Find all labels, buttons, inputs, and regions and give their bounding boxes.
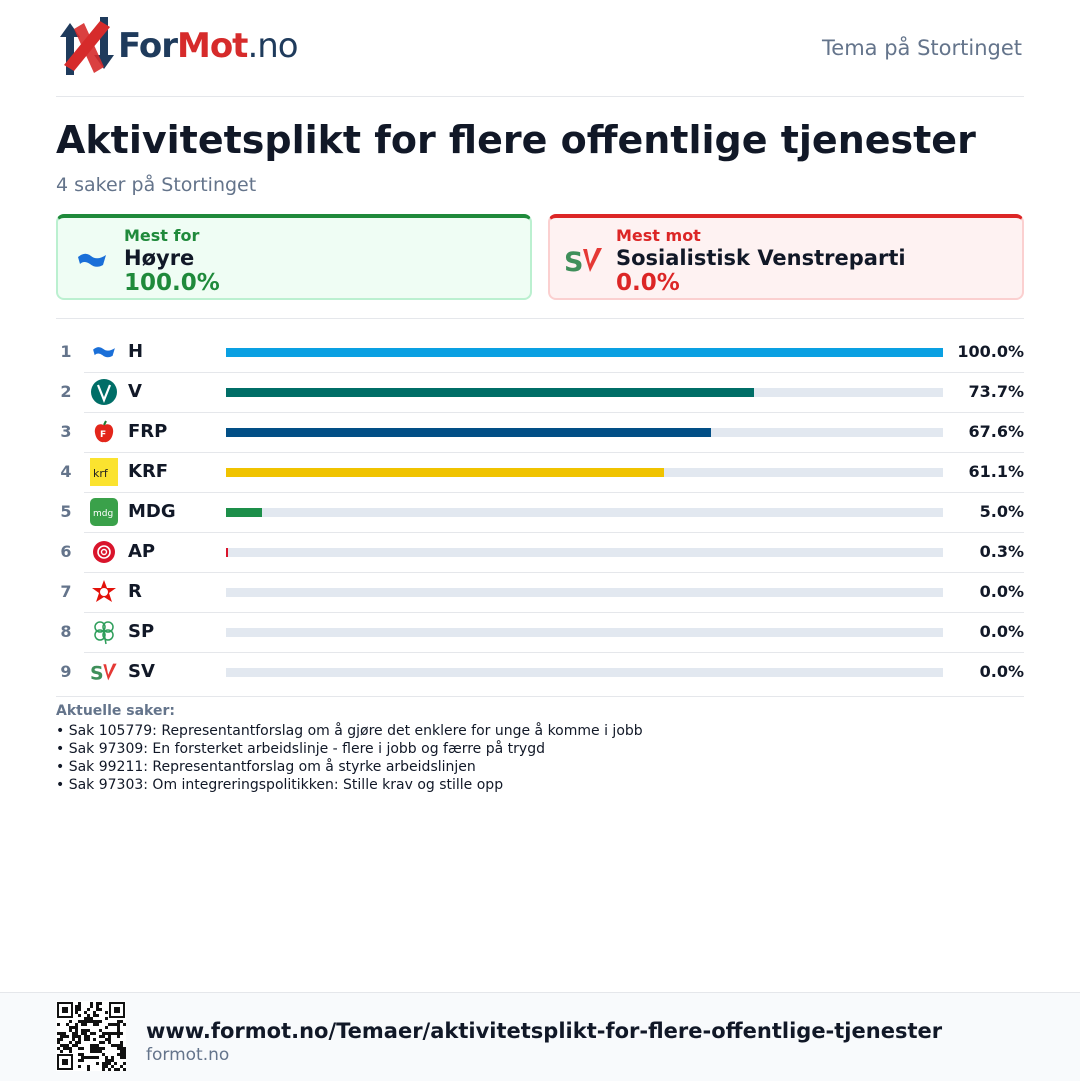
svg-text:S: S — [90, 662, 104, 683]
support-bar-fill — [226, 388, 754, 397]
venstre-logo-icon — [90, 378, 118, 406]
support-value: 67.6% — [968, 422, 1024, 441]
formot-logo[interactable] — [60, 10, 298, 82]
page-title: Aktivitetsplikt for flere offentlige tjenester — [56, 118, 976, 162]
support-value: 73.7% — [968, 382, 1024, 401]
support-bar-fill — [226, 348, 943, 357]
page — [56, 0, 1024, 793]
support-value: 5.0% — [979, 502, 1024, 521]
most-for-label: Mest for — [124, 226, 200, 245]
svg-text:F: F — [100, 430, 107, 440]
support-bar-track — [226, 468, 943, 477]
page-subtitle: 4 saker på Stortinget — [56, 174, 257, 196]
svg-text:krf: krf — [93, 467, 108, 480]
rank-number: 1 — [60, 342, 72, 361]
party-abbreviation: KRF — [128, 461, 169, 482]
party-row[interactable] — [56, 332, 1024, 372]
logo-part-mot: Mot — [176, 26, 248, 66]
party-abbreviation: SP — [128, 621, 155, 642]
party-row[interactable] — [56, 572, 1024, 612]
ap-logo-icon — [90, 538, 118, 566]
support-bar-track — [226, 588, 943, 597]
rank-number: 8 — [60, 622, 72, 641]
sv-logo-icon — [564, 242, 604, 278]
footer — [0, 992, 1080, 1081]
cases-heading: Aktuelle saker: — [56, 703, 175, 719]
rank-number: 4 — [60, 462, 72, 481]
party-abbreviation: MDG — [128, 501, 176, 522]
formot-arrows-icon — [60, 15, 114, 77]
support-value: 61.1% — [968, 462, 1024, 481]
support-bar-track — [226, 428, 943, 437]
rank-number: 2 — [60, 382, 72, 401]
frp-logo-icon — [90, 418, 118, 446]
footer-site[interactable]: formot.no — [146, 1045, 230, 1065]
sv-logo-icon — [90, 658, 118, 686]
party-abbreviation: R — [128, 581, 142, 602]
party-row[interactable] — [56, 452, 1024, 492]
logo-part-for: For — [118, 26, 177, 66]
most-against-label: Mest mot — [616, 226, 701, 245]
rodt-logo-icon — [90, 578, 118, 606]
hoyre-logo-icon — [72, 242, 112, 278]
party-row[interactable] — [56, 372, 1024, 412]
logo-part-tld: .no — [247, 26, 298, 66]
case-item[interactable]: • Sak 105779: Representantforslag om å gjøre det enklere for unge å komme i jobb — [56, 723, 643, 739]
support-bar-fill — [226, 428, 711, 437]
support-value: 0.0% — [979, 622, 1024, 641]
party-row[interactable] — [56, 612, 1024, 652]
party-abbreviation: SV — [128, 661, 155, 682]
rank-number: 6 — [60, 542, 72, 561]
support-value: 0.0% — [979, 582, 1024, 601]
party-abbreviation: FRP — [128, 421, 168, 442]
hoyre-logo-icon — [90, 338, 118, 366]
divider — [56, 696, 1024, 697]
rank-number: 9 — [60, 662, 72, 681]
support-bar-fill — [226, 468, 664, 477]
svg-text:S: S — [564, 247, 584, 275]
support-bar-track — [226, 388, 943, 397]
party-abbreviation: V — [128, 381, 142, 402]
case-item[interactable]: • Sak 97303: Om integreringspolitikken: Stille krav og stille opp — [56, 777, 504, 793]
footer-url[interactable]: www.formot.no/Temaer/aktivitetsplikt-for-flere-offentlige-tjenester — [146, 1019, 943, 1043]
party-row[interactable] — [56, 532, 1024, 572]
support-value: 0.3% — [979, 542, 1024, 561]
party-ranking-list — [56, 332, 1024, 692]
svg-text:mdg: mdg — [93, 509, 114, 519]
qr-code-icon[interactable] — [56, 1001, 126, 1071]
logo-wordmark — [118, 26, 298, 66]
most-for-value: 100.0% — [124, 270, 220, 296]
rank-number: 3 — [60, 422, 72, 441]
party-row[interactable] — [56, 492, 1024, 532]
most-for-party: Høyre — [124, 246, 195, 270]
support-bar-track — [226, 348, 943, 357]
case-item[interactable]: • Sak 99211: Representantforslag om å styrke arbeidslinjen — [56, 759, 476, 775]
support-bar-track — [226, 508, 943, 517]
current-cases — [56, 702, 643, 794]
most-for-card — [56, 214, 532, 300]
support-bar-fill — [226, 508, 262, 517]
most-against-value: 0.0% — [616, 270, 680, 296]
case-item[interactable]: • Sak 97309: En forsterket arbeidslinje - flere i jobb og færre på trygd — [56, 741, 545, 757]
divider — [56, 318, 1024, 319]
rank-number: 7 — [60, 582, 72, 601]
party-row[interactable] — [56, 412, 1024, 452]
sp-logo-icon — [90, 618, 118, 646]
mdg-logo-icon — [90, 498, 118, 526]
krf-logo-icon — [90, 458, 118, 486]
most-against-party: Sosialistisk Venstreparti — [616, 246, 906, 270]
support-value: 0.0% — [979, 662, 1024, 681]
header — [56, 0, 1024, 97]
support-bar-track — [226, 548, 943, 557]
party-row[interactable] — [56, 652, 1024, 692]
most-against-card — [548, 214, 1024, 300]
section-label[interactable]: Tema på Stortinget — [822, 36, 1022, 60]
party-abbreviation: AP — [128, 541, 156, 562]
rank-number: 5 — [60, 502, 72, 521]
support-value: 100.0% — [957, 342, 1024, 361]
support-bar-track — [226, 628, 943, 637]
party-abbreviation: H — [128, 341, 144, 362]
support-bar-fill — [226, 548, 228, 557]
support-bar-track — [226, 668, 943, 677]
